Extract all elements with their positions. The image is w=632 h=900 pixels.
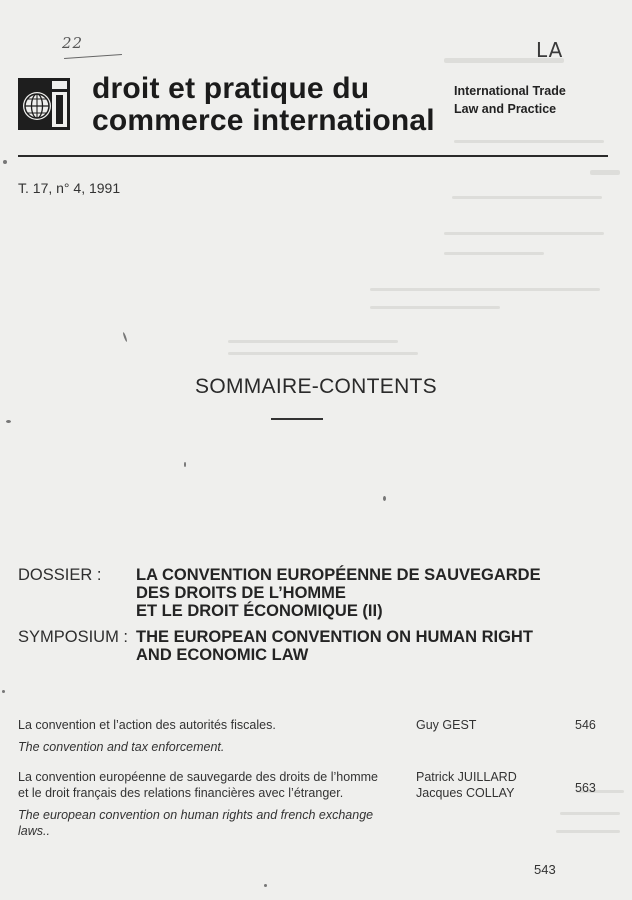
entry-page-number: 546 [575, 718, 596, 732]
contents-heading: SOMMAIRE-CONTENTS [195, 375, 437, 398]
issue-reference: T. 17, n° 4, 1991 [18, 180, 121, 196]
entry-french-title: et le droit français des relations financières avec l’étranger. [18, 786, 344, 800]
entry-author: Jacques COLLAY [416, 786, 515, 800]
entry-french-title: La convention européenne de sauvegarde des droits de l’homme [18, 770, 378, 784]
entry-english-title: The convention and tax enforcement. [18, 740, 225, 754]
entry-french-title: La convention et l’action des autorités fiscales. [18, 718, 276, 732]
dossier-label: DOSSIER : [18, 566, 102, 584]
dossier-title-line: DES DROITS DE L’HOMME [136, 584, 346, 602]
entry-author: Guy GEST [416, 718, 477, 732]
header-rule [18, 155, 608, 157]
entry-author: Patrick JUILLARD [416, 770, 517, 784]
dossier-title-line: ET LE DROIT ÉCONOMIQUE (II) [136, 602, 383, 620]
symposium-title-line: THE EUROPEAN CONVENTION ON HUMAN RIGHT [136, 628, 533, 646]
journal-title-line2: commerce international [92, 104, 435, 137]
handwritten-mark: LA [536, 38, 564, 62]
entry-english-title: laws.. [18, 824, 50, 838]
entry-english-title: The european convention on human rights and french exchange [18, 808, 374, 822]
journal-logo-icon [18, 78, 70, 130]
symposium-label: SYMPOSIUM : [18, 628, 129, 646]
heading-rule [271, 418, 323, 420]
folio-page-number: 543 [534, 862, 556, 877]
symposium-title-line: AND ECONOMIC LAW [136, 646, 309, 664]
journal-english-title-line1: International Trade [454, 84, 566, 98]
handwritten-number: 22 [62, 34, 84, 52]
journal-english-title-line2: Law and Practice [454, 102, 557, 116]
entry-page-number: 563 [575, 781, 596, 795]
handwritten-underline [64, 54, 122, 59]
journal-title-line1: droit et pratique du [92, 72, 370, 105]
dossier-title-line: LA CONVENTION EUROPÉENNE DE SAUVEGARDE [136, 566, 541, 584]
